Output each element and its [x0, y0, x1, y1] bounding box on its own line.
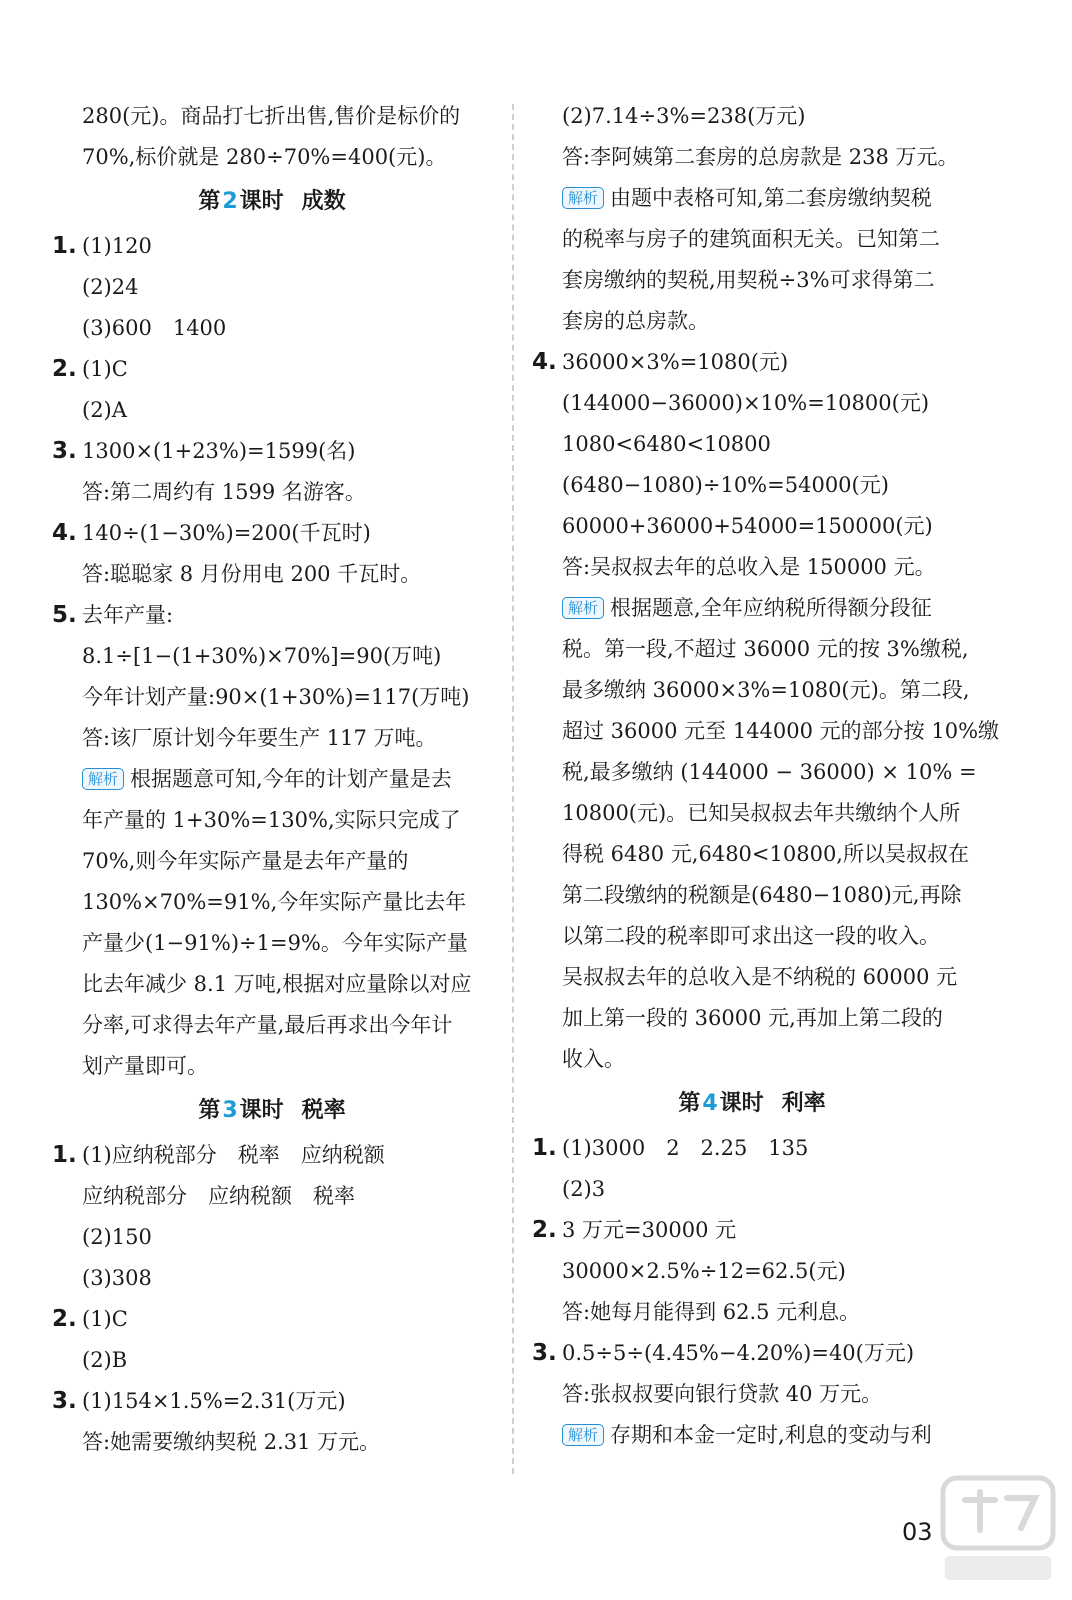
question-item: 4. 140÷(1−30%)=200(千瓦时) 答:聪聪家 8 月份用电 200 千瓦时。 — [52, 513, 492, 595]
question-item: 3. 1300×(1+23%)=1599(名) 答:第二周约有 1599 名游客。 — [52, 431, 492, 513]
section-heading: 第4课时 利率 — [678, 1091, 826, 1116]
question-number: 4. — [532, 349, 557, 375]
question-number: 3. — [532, 1340, 557, 1366]
right-column: (2)7.14÷3%=238(万元) 答:李阿姨第二套房的总房款是 238 万元。 解析 由题中表格可知,第二套房缴纳契税 的税率与房子的建筑面积无关。已知第二 套房缴纳的契税,用契税÷3%可求得第二 套房的总房款。 4. 36000×3%=1080(元) (144000−36000)×10%=10800(元) 1080<6480<10800 (6480−1080)÷10%=54000(元) 60000+36000+54000=150000(元) 答:吴叔叔去年的总收入是 150000 元。 解析 根据题意,全年应纳税所得额分段征 税。第一段,不超过 36000 元的按 3%缴税, 最多缴纳 36000×3%=1080(元)。第二段, 超过 36000 元至 144000 元的部分按 10%缴 税,最多缴纳 (144000 − 36000) × 10% = 10800(元)。已知吴叔叔去年共缴纳个人所 得税 6480 元,6480<10800,所以吴叔叔在 第二段缴纳的税额是(6480−1080)元,再除 以第二段的税率即可求出这一段的收入。 吴叔叔去年的总收入是不纳税的 60000 元 加上第一段的 36000 元,再加上第二段的 收入。 第4课时 利率 1. (1)3000 2 2.25 135 (2)3 2. 3 万元=30000 元 30000×2.5%÷12=62.5(元) 答:她每月能得到 62.5 元利息。 3. 0.5÷5÷(4.45%−4.20%)=40(万元) 答:张叔叔要向银行贷款 40 万元。 解析 存期和本金一定时,利息的变动与利 — [532, 96, 972, 1456]
question-number: 1. — [52, 1142, 77, 1168]
intro-line: 70%,标价就是 280÷70%=400(元)。 — [82, 145, 447, 169]
question-number: 5. — [52, 602, 77, 628]
analysis-tag: 解析 — [82, 768, 124, 790]
section-heading: 第2课时 成数 — [198, 189, 346, 214]
column-divider — [512, 104, 514, 1474]
question-number: 2. — [532, 1217, 557, 1243]
question-number: 1. — [532, 1135, 557, 1161]
question-item: 3. (1)154×1.5%=2.31(万元) 答:她需要缴纳契税 2.31 万元。 — [52, 1381, 492, 1463]
left-column — [52, 96, 492, 1463]
question-number: 3. — [52, 1388, 77, 1414]
analysis-block: 解析 由题中表格可知,第二套房缴纳契税 的税率与房子的建筑面积无关。已知第二 套房缴纳的契税,用契税÷3%可求得第二 套房的总房款。 — [562, 186, 940, 333]
question-item: 1. (1)120 (2)24 (3)600 1400 — [52, 226, 492, 349]
question-item: 5. 去年产量: 8.1÷[1−(1+30%)×70%]=90(万吨) 今年计划产量:90×(1+30%)=117(万吨) 答:该厂原计划今年要生产 117 万吨。 — [52, 595, 492, 759]
question-number: 2. — [52, 356, 77, 382]
question-number: 2. — [52, 1306, 77, 1332]
question-item: 1. (1)应纳税部分 税率 应纳税额 应纳税部分 应纳税额 税率 (2)150 (3)308 — [52, 1135, 492, 1299]
question-item: 1. (1)3000 2 2.25 135 (2)3 — [532, 1128, 972, 1210]
analysis-tag: 解析 — [562, 187, 604, 209]
analysis-block: 解析 存期和本金一定时,利息的变动与利 — [532, 1415, 972, 1456]
question-item: 2. (1)C (2)B — [52, 1299, 492, 1381]
analysis-tag: 解析 — [562, 1424, 604, 1446]
watermark-logo-icon — [935, 1470, 1060, 1588]
analysis-block: 解析 根据题意可知,今年的计划产量是去 年产量的 1+30%=130%,实际只完成了 70%,则今年实际产量是去年产量的 130%×70%=91%,今年实际产量比去年 产量少(1−91%)÷1=9%。今年实际产量 比去年减少 8.1 万吨,根据对应量除以对应 分率,可求得去年产量,最后再求出今年计 划产量即可。 — [82, 767, 472, 1078]
question-number: 3. — [52, 438, 77, 464]
analysis-block: 解析 根据题意,全年应纳税所得额分段征 税。第一段,不超过 36000 元的按 3%缴税, 最多缴纳 36000×3%=1080(元)。第二段, 超过 36000 元至 144000 元的部分按 10%缴 税,最多缴纳 (144000 − 36000) × 10% = 10800(元)。已知吴叔叔去年共缴纳个人所 得税 6480 元,6480<10800,所以吴叔叔在 第二段缴纳的税额是(6480−1080)元,再除 以第二段的税率即可求出这一段的收入。 吴叔叔去年的总收入是不纳税的 60000 元 加上第一段的 36000 元,再加上第二段的 收入。 — [562, 596, 1000, 1071]
intro-line: 280(元)。商品打七折出售,售价是标价的 — [82, 104, 461, 128]
section-heading: 第3课时 税率 — [198, 1098, 346, 1123]
question-number: 4. — [52, 520, 77, 546]
question-item: 4. 36000×3%=1080(元) (144000−36000)×10%=10800(元) 1080<6480<10800 (6480−1080)÷10%=54000(元) 60000+36000+54000=150000(元) 答:吴叔叔去年的总收入是 150000 元。 — [532, 342, 972, 588]
analysis-tag: 解析 — [562, 597, 604, 619]
question-item: 3. 0.5÷5÷(4.45%−4.20%)=40(万元) 答:张叔叔要向银行贷款 40 万元。 — [532, 1333, 972, 1415]
question-number: 1. — [52, 233, 77, 259]
page-number: 03 — [902, 1518, 933, 1546]
question-item: 2. 3 万元=30000 元 30000×2.5%÷12=62.5(元) 答:她每月能得到 62.5 元利息。 — [532, 1210, 972, 1333]
question-item: 2. (1)C (2)A — [52, 349, 492, 431]
